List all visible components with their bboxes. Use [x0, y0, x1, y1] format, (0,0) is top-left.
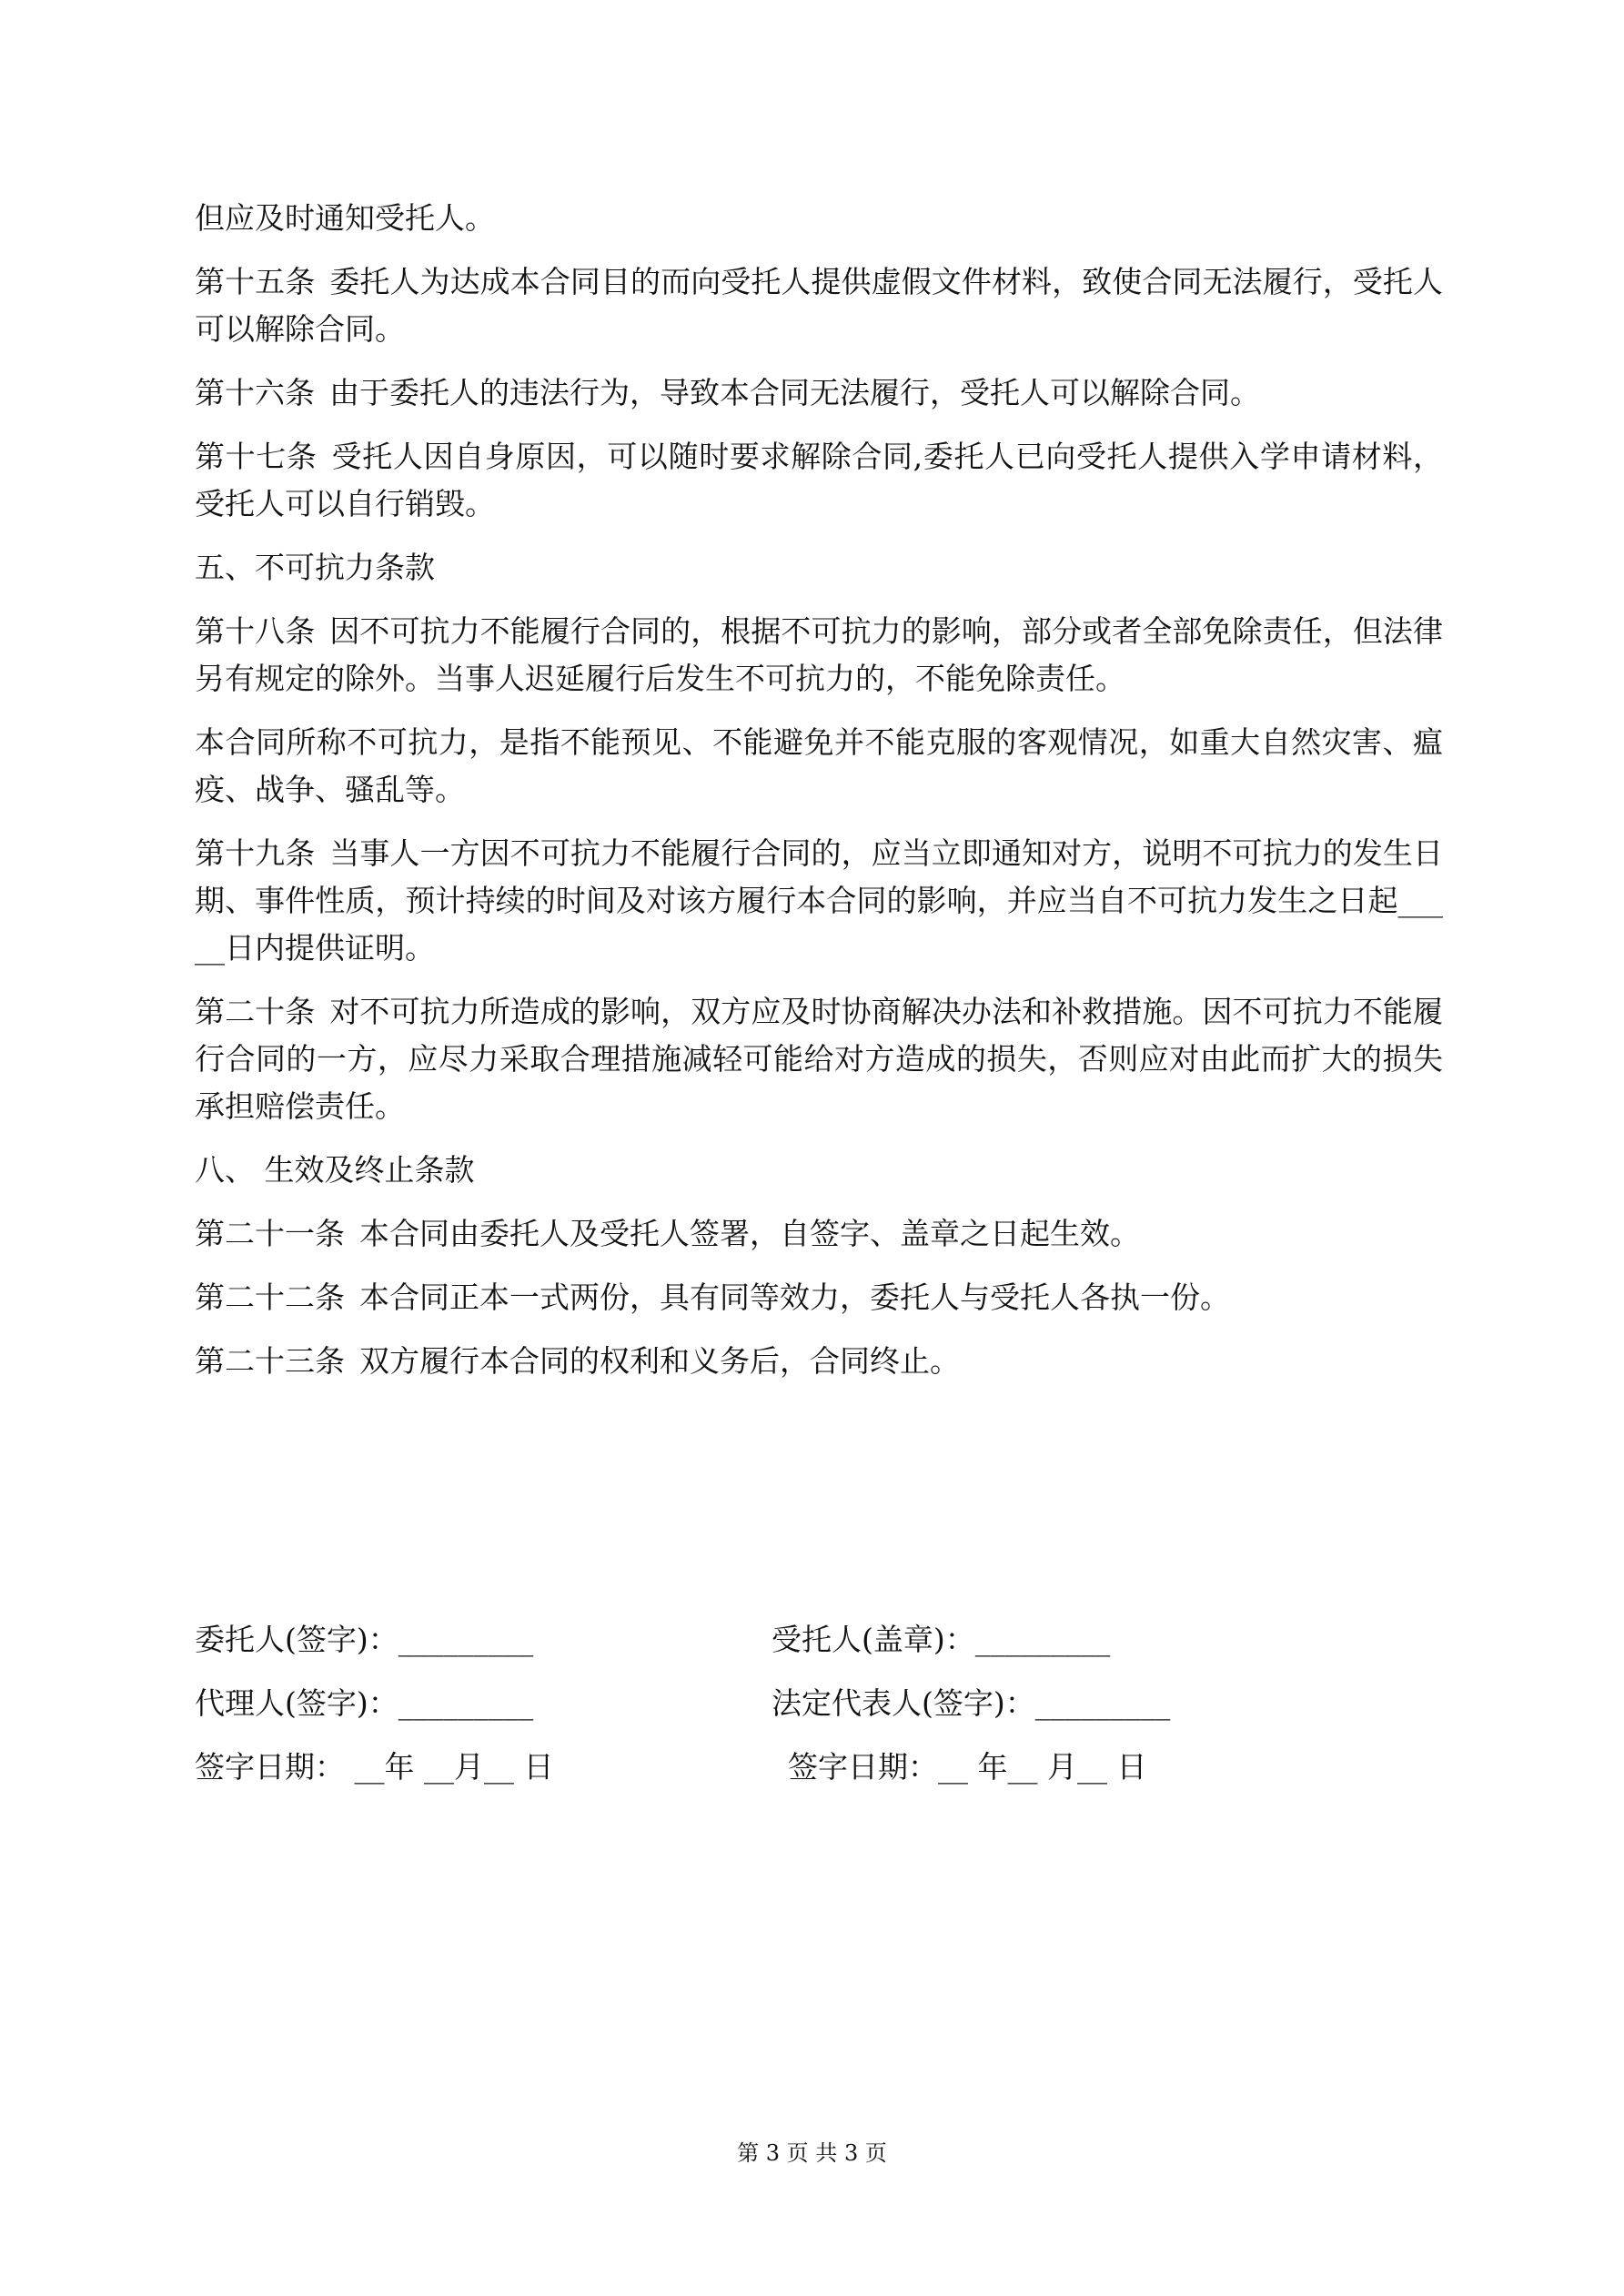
- article-16: [195, 369, 1443, 417]
- article-label: 第二十条: [195, 994, 316, 1029]
- agent-seal-line: 受托人(盖章)：_________: [772, 1622, 1111, 1657]
- principal-signature-line: 委托人(签字)：_________: [195, 1622, 534, 1657]
- signature-row-principal: [195, 1616, 1468, 1667]
- article-label: 第二十二条: [195, 1279, 345, 1315]
- article-text: 双方履行本合同的权利和义务后，合同终止。: [359, 1343, 960, 1379]
- article-text: 本合同正本一式两份，具有同等效力，委托人与受托人各执一份。: [359, 1279, 1230, 1315]
- section-heading-effectiveness: 八、 生效及终止条款: [195, 1152, 475, 1188]
- article-21: [195, 1210, 1443, 1258]
- article-text: 对不可抗力所造成的影响，双方应及时协商解决办法和补救措施。因不可抗力不能履行合同的一方，应尽力采取合理措施减轻可能给对方造成的损失，否则应对由此而扩大的损失承担赔偿责任。: [195, 994, 1444, 1124]
- proxy-signature-line: 代理人(签字)：_________: [195, 1685, 534, 1721]
- article-text: 委托人为达成本合同目的而向受托人提供虚假文件材料，致使合同无法履行，受托人可以解除合同。: [195, 264, 1444, 347]
- paragraph-continuation: 但应及时通知受托人。: [195, 200, 495, 236]
- signature-row-date: [195, 1744, 1468, 1795]
- article-18: [195, 608, 1443, 703]
- legal-representative-signature-line: 法定代表人(签字)：_________: [772, 1685, 1171, 1721]
- signature-row-representative: [195, 1680, 1468, 1731]
- article-text: 因不可抗力不能履行合同的，根据不可抗力的影响，部分或者全部免除责任，但法律另有规定的除外。当事人迟延履行后发生不可抗力的，不能免除责任。: [195, 613, 1444, 696]
- force-majeure-definition: 本合同所称不可抗力，是指不能预见、不能避免并不能克服的客观情况，如重大自然灾害、瘟疫、战争、骚乱等。: [195, 724, 1443, 807]
- article-text: 本合同由委托人及受托人签署，自签字、盖章之日起生效。: [359, 1216, 1140, 1251]
- article-label: 第十八条: [195, 613, 316, 649]
- principal-sign-date: 签字日期： __年 __月__ 日: [195, 1749, 554, 1785]
- contract-body: [195, 195, 1443, 1401]
- article-label: 第十六条: [195, 375, 315, 410]
- article-label: 第十七条: [195, 439, 318, 474]
- page-number: 第 3 页 共 3 页: [737, 2140, 887, 2166]
- section-heading-force-majeure: 五、不可抗力条款: [195, 550, 435, 585]
- article-label: 第十五条: [195, 264, 316, 299]
- article-19: [195, 830, 1443, 972]
- article-20: [195, 988, 1443, 1130]
- article-text: 当事人一方因不可抗力不能履行合同的，应当立即通知对方，说明不可抗力的发生日期、事件性质，预计持续的时间及对该方履行本合同的影响，并应当自不可抗力发生之日起_____日内提供证明。: [195, 835, 1444, 966]
- agent-sign-date: 签字日期：__ 年__ 月__ 日: [788, 1749, 1147, 1785]
- article-22: [195, 1274, 1443, 1321]
- article-label: 第二十一条: [195, 1216, 345, 1251]
- article-text: 受托人因自身原因，可以随时要求解除合同,委托人已向受托人提供入学申请材料，受托人可以自行销毁。: [195, 439, 1444, 521]
- article-15: [195, 258, 1443, 353]
- article-text: 由于委托人的违法行为，导致本合同无法履行，受托人可以解除合同。: [329, 375, 1260, 410]
- article-23: [195, 1338, 1443, 1385]
- article-label: 第十九条: [195, 835, 316, 871]
- article-label: 第二十三条: [195, 1343, 345, 1379]
- article-17: [195, 433, 1443, 528]
